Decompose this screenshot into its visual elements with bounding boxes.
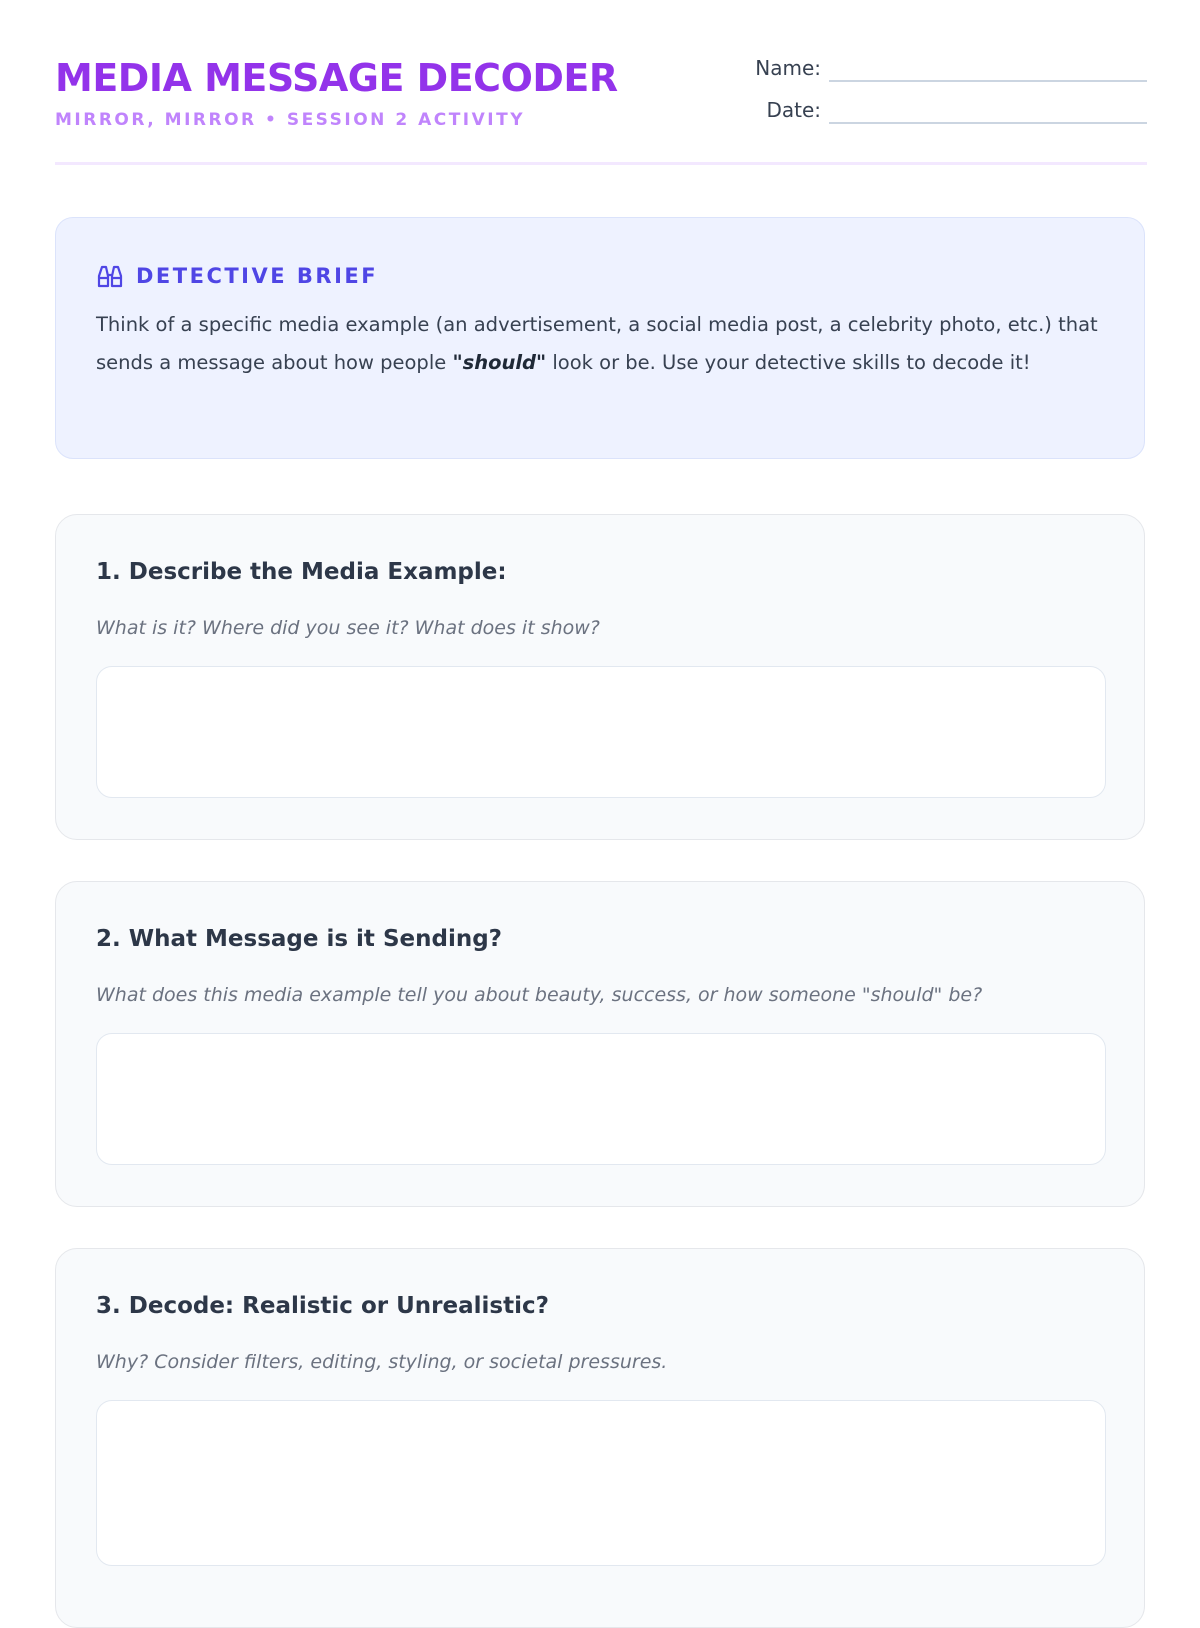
question-title: 2. What Message is it Sending? [96,926,503,952]
brief-heading [96,261,378,291]
name-field-row [727,56,1147,86]
binoculars-icon [96,263,124,289]
name-field[interactable] [829,80,1147,82]
worksheet-page [55,0,1147,1600]
question-title: 3. Decode: Realistic or Unrealistic? [96,1293,549,1319]
brief-text-start: Think of a specific media example (an advertisement, a social media post, a celebrity photo, etc.) that sends a message about how people [96,313,1098,374]
answer-box-1[interactable] [96,666,1106,798]
name-label: Name: [755,56,821,80]
question-hint: Why? Consider filters, editing, styling, or societal pressures. [96,1351,668,1373]
page-subtitle: MIRROR, MIRROR • SESSION 2 ACTIVITY [55,110,526,130]
question-card-1 [55,514,1145,840]
brief-text-end: look or be. Use your detective skills to decode it! [546,351,1031,374]
question-card-2 [55,881,1145,1207]
question-hint: What does this media example tell you about beauty, success, or how someone "should" be? [96,984,983,1006]
answer-box-3[interactable] [96,1400,1106,1566]
worksheet-header [55,0,1147,165]
question-hint: What is it? Where did you see it? What does it show? [96,617,600,639]
page-title: MEDIA MESSAGE DECODER [55,56,618,100]
date-label: Date: [766,98,821,122]
brief-title: DETECTIVE BRIEF [136,264,379,288]
answer-box-2[interactable] [96,1033,1106,1165]
date-field[interactable] [829,122,1147,124]
question-card-3 [55,1248,1145,1628]
question-title: 1. Describe the Media Example: [96,559,507,585]
detective-brief [55,217,1145,459]
date-field-row [727,98,1147,128]
brief-emphasis: "should" [452,351,547,374]
brief-text [96,306,1106,382]
